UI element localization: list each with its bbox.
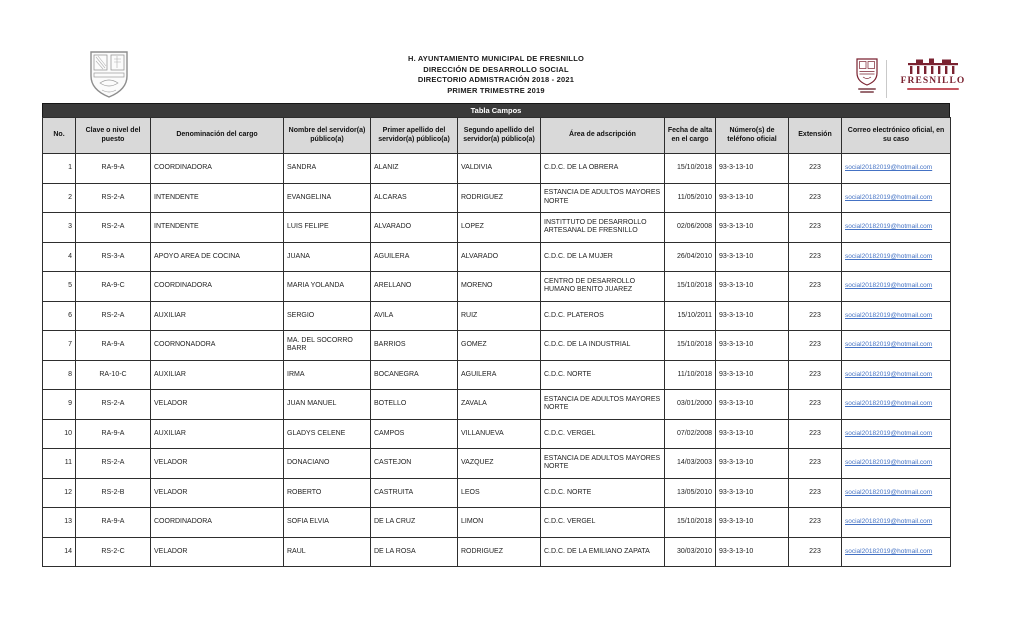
cell-no: 13	[43, 508, 76, 538]
title-line-2: DIRECCIÓN DE DESARROLLO SOCIAL	[423, 64, 569, 74]
cell-fecha: 26/04/2010	[665, 242, 716, 272]
cell-nombre: JUANA	[284, 242, 371, 272]
cell-no: 4	[43, 242, 76, 272]
cell-fecha: 07/02/2008	[665, 419, 716, 449]
cell-correo	[842, 272, 951, 302]
cell-clave: RS-2-A	[76, 390, 151, 420]
cell-apellido2: ALVARADO	[458, 242, 541, 272]
col-header-no: No.	[43, 118, 76, 154]
cell-fecha: 15/10/2011	[665, 301, 716, 331]
cell-nombre: JUAN MANUEL	[284, 390, 371, 420]
email-link[interactable]: social20182019@hotmail.com	[845, 311, 933, 319]
cell-extension: 223	[789, 154, 842, 184]
cell-apellido1: CAMPOS	[371, 419, 458, 449]
cell-apellido1: BARRIOS	[371, 331, 458, 361]
cell-clave: RS-3-A	[76, 242, 151, 272]
cell-extension: 223	[789, 301, 842, 331]
cell-apellido1: DE LA CRUZ	[371, 508, 458, 538]
cell-clave: RA-9-A	[76, 331, 151, 361]
cell-nombre: SOFIA ELVIA	[284, 508, 371, 538]
cell-correo	[842, 242, 951, 272]
cell-cargo: AUXILIAR	[151, 419, 284, 449]
cell-correo	[842, 154, 951, 184]
government-crest-logo	[852, 58, 882, 93]
cell-cargo: AUXILIAR	[151, 360, 284, 390]
cell-correo	[842, 419, 951, 449]
logo-divider	[886, 60, 887, 98]
cell-apellido1: ARELLANO	[371, 272, 458, 302]
cell-cargo: INTENDENTE	[151, 183, 284, 213]
cell-extension: 223	[789, 449, 842, 479]
table-body	[43, 154, 951, 567]
cell-apellido2: AGUILERA	[458, 360, 541, 390]
cell-apellido2: VALDIVIA	[458, 154, 541, 184]
col-header-correo: Correo electrónico oficial, en su caso	[842, 118, 951, 154]
cell-cargo: AUXILIAR	[151, 301, 284, 331]
cell-telefono: 93-3-13-10	[716, 331, 789, 361]
cell-telefono: 93-3-13-10	[716, 478, 789, 508]
cell-correo	[842, 183, 951, 213]
cell-cargo: VELADOR	[151, 390, 284, 420]
cell-clave: RS-2-B	[76, 478, 151, 508]
crest-caption-line	[858, 88, 876, 90]
cell-no: 10	[43, 419, 76, 449]
cell-correo	[842, 213, 951, 243]
cell-clave: RS-2-A	[76, 301, 151, 331]
cell-cargo: VELADOR	[151, 478, 284, 508]
cell-cargo: COORNONADORA	[151, 331, 284, 361]
fresnillo-tagline	[907, 88, 959, 90]
email-link[interactable]: social20182019@hotmail.com	[845, 488, 933, 496]
cell-apellido1: AGUILERA	[371, 242, 458, 272]
email-link[interactable]: social20182019@hotmail.com	[845, 547, 933, 555]
cell-clave: RA-9-A	[76, 508, 151, 538]
cell-fecha: 11/10/2018	[665, 360, 716, 390]
cell-area: C.D.C. NORTE	[541, 360, 665, 390]
cell-cargo: COORDINADORA	[151, 272, 284, 302]
document-title	[42, 54, 950, 96]
cell-apellido1: ALCARAS	[371, 183, 458, 213]
cell-no: 9	[43, 390, 76, 420]
table-row	[43, 449, 951, 479]
cell-no: 6	[43, 301, 76, 331]
cell-telefono: 93-3-13-10	[716, 213, 789, 243]
cell-no: 3	[43, 213, 76, 243]
cell-clave: RA-9-A	[76, 154, 151, 184]
table-row	[43, 301, 951, 331]
cell-fecha: 13/05/2010	[665, 478, 716, 508]
cell-area: C.D.C. DE LA EMILIANO ZAPATA	[541, 537, 665, 567]
title-line-3: DIRECTORIO ADMISTRACIÓN 2018 - 2021	[417, 75, 575, 84]
cell-correo	[842, 508, 951, 538]
cell-apellido2: MORENO	[458, 272, 541, 302]
email-link[interactable]: social20182019@hotmail.com	[845, 252, 933, 260]
title-line-1: H. AYUNTAMIENTO MUNICIPAL DE FRESNILLO	[407, 54, 585, 63]
cell-apellido2: RODRIGUEZ	[458, 183, 541, 213]
cell-extension: 223	[789, 272, 842, 302]
fresnillo-logo-text: FRESNILLO	[900, 76, 966, 86]
col-header-telefono: Número(s) de teléfono oficial	[716, 118, 789, 154]
cell-correo	[842, 449, 951, 479]
cell-telefono: 93-3-13-10	[716, 390, 789, 420]
email-link[interactable]: social20182019@hotmail.com	[845, 429, 933, 437]
cell-apellido1: BOTELLO	[371, 390, 458, 420]
email-link[interactable]: social20182019@hotmail.com	[845, 282, 933, 289]
cell-area: ESTANCIA DE ADULTOS MAYORES NORTE	[541, 449, 665, 479]
cell-apellido2: VILLANUEVA	[458, 419, 541, 449]
cell-no: 5	[43, 272, 76, 302]
email-link[interactable]: social20182019@hotmail.com	[845, 341, 933, 348]
table-row	[43, 360, 951, 390]
cell-correo	[842, 390, 951, 420]
table-row	[43, 213, 951, 243]
cell-area: C.D.C. VERGEL	[541, 419, 665, 449]
table-row	[43, 272, 951, 302]
col-header-clave: Clave o nivel del puesto	[76, 118, 151, 154]
cell-apellido2: VAZQUEZ	[458, 449, 541, 479]
cell-clave: RS-2-A	[76, 183, 151, 213]
cell-apellido1: DE LA ROSA	[371, 537, 458, 567]
cell-fecha: 11/05/2010	[665, 183, 716, 213]
cell-nombre: MARIA YOLANDA	[284, 272, 371, 302]
cell-area: CENTRO DE DESARROLLO HUMANO BENITO JUAREZ	[541, 272, 665, 302]
cell-extension: 223	[789, 390, 842, 420]
cell-no: 1	[43, 154, 76, 184]
directory-table-section	[42, 103, 950, 567]
email-link[interactable]: social20182019@hotmail.com	[845, 459, 933, 466]
cell-area: C.D.C. NORTE	[541, 478, 665, 508]
table-row	[43, 154, 951, 184]
cell-telefono: 93-3-13-10	[716, 154, 789, 184]
email-link[interactable]: social20182019@hotmail.com	[845, 370, 933, 378]
cell-area: C.D.C. DE LA INDUSTRIAL	[541, 331, 665, 361]
cell-apellido1: BOCANEGRA	[371, 360, 458, 390]
table-row	[43, 390, 951, 420]
cell-apellido1: ALANIZ	[371, 154, 458, 184]
cell-nombre: RAUL	[284, 537, 371, 567]
crest-shield-icon	[855, 58, 879, 86]
cell-apellido1: ALVARADO	[371, 213, 458, 243]
col-header-extension: Extensión	[789, 118, 842, 154]
email-link[interactable]: social20182019@hotmail.com	[845, 400, 933, 407]
cell-cargo: COORDINADORA	[151, 154, 284, 184]
cell-clave: RS-2-A	[76, 213, 151, 243]
email-link[interactable]: social20182019@hotmail.com	[845, 518, 933, 525]
cell-nombre: SERGIO	[284, 301, 371, 331]
cell-nombre: SANDRA	[284, 154, 371, 184]
building-icon	[904, 58, 962, 75]
cell-no: 12	[43, 478, 76, 508]
table-header	[43, 118, 951, 154]
cell-correo	[842, 331, 951, 361]
cell-correo	[842, 301, 951, 331]
crest-caption-line	[860, 91, 874, 93]
cell-fecha: 15/10/2018	[665, 154, 716, 184]
cell-telefono: 93-3-13-10	[716, 419, 789, 449]
cell-apellido2: LEOS	[458, 478, 541, 508]
directory-table	[42, 117, 951, 567]
cell-telefono: 93-3-13-10	[716, 183, 789, 213]
cell-correo	[842, 360, 951, 390]
cell-fecha: 14/03/2003	[665, 449, 716, 479]
cell-correo	[842, 478, 951, 508]
cell-extension: 223	[789, 419, 842, 449]
cell-nombre: GLADYS CELENE	[284, 419, 371, 449]
cell-nombre: DONACIANO	[284, 449, 371, 479]
cell-no: 2	[43, 183, 76, 213]
header-logos-right	[852, 58, 977, 102]
cell-area: INSTITTUTO DE DESARROLLO ARTESANAL DE FRESNILLO	[541, 213, 665, 243]
cell-apellido1: CASTRUITA	[371, 478, 458, 508]
cell-fecha: 02/06/2008	[665, 213, 716, 243]
cell-apellido1: CASTEJON	[371, 449, 458, 479]
cell-fecha: 30/03/2010	[665, 537, 716, 567]
col-header-nombre: Nombre del servidor(a) público(a)	[284, 118, 371, 154]
cell-apellido2: LOPEZ	[458, 213, 541, 243]
cell-apellido2: RUIZ	[458, 301, 541, 331]
table-header-row	[43, 118, 951, 154]
cell-correo	[842, 537, 951, 567]
cell-fecha: 15/10/2018	[665, 508, 716, 538]
cell-telefono: 93-3-13-10	[716, 272, 789, 302]
cell-apellido2: GOMEZ	[458, 331, 541, 361]
cell-cargo: APOYO AREA DE COCINA	[151, 242, 284, 272]
col-header-apellido1: Primer apellido del servidor(a) público(a)	[371, 118, 458, 154]
cell-cargo: VELADOR	[151, 449, 284, 479]
cell-clave: RS-2-A	[76, 449, 151, 479]
cell-fecha: 15/10/2018	[665, 272, 716, 302]
email-link[interactable]: social20182019@hotmail.com	[845, 193, 933, 201]
cell-extension: 223	[789, 360, 842, 390]
cell-nombre: IRMA	[284, 360, 371, 390]
cell-telefono: 93-3-13-10	[716, 301, 789, 331]
cell-extension: 223	[789, 242, 842, 272]
title-line-4: PRIMER TRIMESTRE 2019	[447, 85, 545, 95]
table-row	[43, 537, 951, 567]
cell-fecha: 15/10/2018	[665, 331, 716, 361]
cell-apellido2: ZAVALA	[458, 390, 541, 420]
cell-nombre: LUIS FELIPE	[284, 213, 371, 243]
cell-clave: RA-10-C	[76, 360, 151, 390]
cell-clave: RA-9-A	[76, 419, 151, 449]
cell-telefono: 93-3-13-10	[716, 360, 789, 390]
col-header-fecha: Fecha de alta en el cargo	[665, 118, 716, 154]
table-row	[43, 183, 951, 213]
col-header-cargo: Denominación del cargo	[151, 118, 284, 154]
cell-area: C.D.C. DE LA OBRERA	[541, 154, 665, 184]
table-row	[43, 419, 951, 449]
cell-apellido1: AVILA	[371, 301, 458, 331]
cell-no: 8	[43, 360, 76, 390]
cell-area: ESTANCIA DE ADULTOS MAYORES NORTE	[541, 390, 665, 420]
cell-no: 14	[43, 537, 76, 567]
cell-telefono: 93-3-13-10	[716, 242, 789, 272]
table-row	[43, 242, 951, 272]
table-row	[43, 508, 951, 538]
cell-cargo: COORDINADORA	[151, 508, 284, 538]
table-row	[43, 478, 951, 508]
cell-fecha: 03/01/2000	[665, 390, 716, 420]
cell-cargo: VELADOR	[151, 537, 284, 567]
cell-apellido2: LIMON	[458, 508, 541, 538]
cell-nombre: EVANGELINA	[284, 183, 371, 213]
cell-nombre: MA. DEL SOCORRO BARR	[284, 331, 371, 361]
cell-area: C.D.C. DE LA MUJER	[541, 242, 665, 272]
cell-area: ESTANCIA DE ADULTOS MAYORES NORTE	[541, 183, 665, 213]
cell-clave: RS-2-C	[76, 537, 151, 567]
cell-extension: 223	[789, 183, 842, 213]
cell-telefono: 93-3-13-10	[716, 537, 789, 567]
cell-area: C.D.C. PLATEROS	[541, 301, 665, 331]
cell-extension: 223	[789, 213, 842, 243]
fresnillo-logo	[892, 58, 974, 90]
cell-no: 7	[43, 331, 76, 361]
email-link[interactable]: social20182019@hotmail.com	[845, 164, 933, 171]
cell-telefono: 93-3-13-10	[716, 508, 789, 538]
cell-nombre: ROBERTO	[284, 478, 371, 508]
cell-clave: RA-9-C	[76, 272, 151, 302]
cell-extension: 223	[789, 331, 842, 361]
table-band-title: Tabla Campos	[42, 103, 950, 117]
email-link[interactable]: social20182019@hotmail.com	[845, 223, 933, 230]
cell-extension: 223	[789, 478, 842, 508]
cell-cargo: INTENDENTE	[151, 213, 284, 243]
table-row	[43, 331, 951, 361]
cell-extension: 223	[789, 508, 842, 538]
cell-apellido2: RODRIGUEZ	[458, 537, 541, 567]
cell-extension: 223	[789, 537, 842, 567]
cell-no: 11	[43, 449, 76, 479]
col-header-area: Área de adscripción	[541, 118, 665, 154]
cell-area: C.D.C. VERGEL	[541, 508, 665, 538]
cell-telefono: 93-3-13-10	[716, 449, 789, 479]
col-header-apellido2: Segundo apellido del servidor(a) público(a)	[458, 118, 541, 154]
